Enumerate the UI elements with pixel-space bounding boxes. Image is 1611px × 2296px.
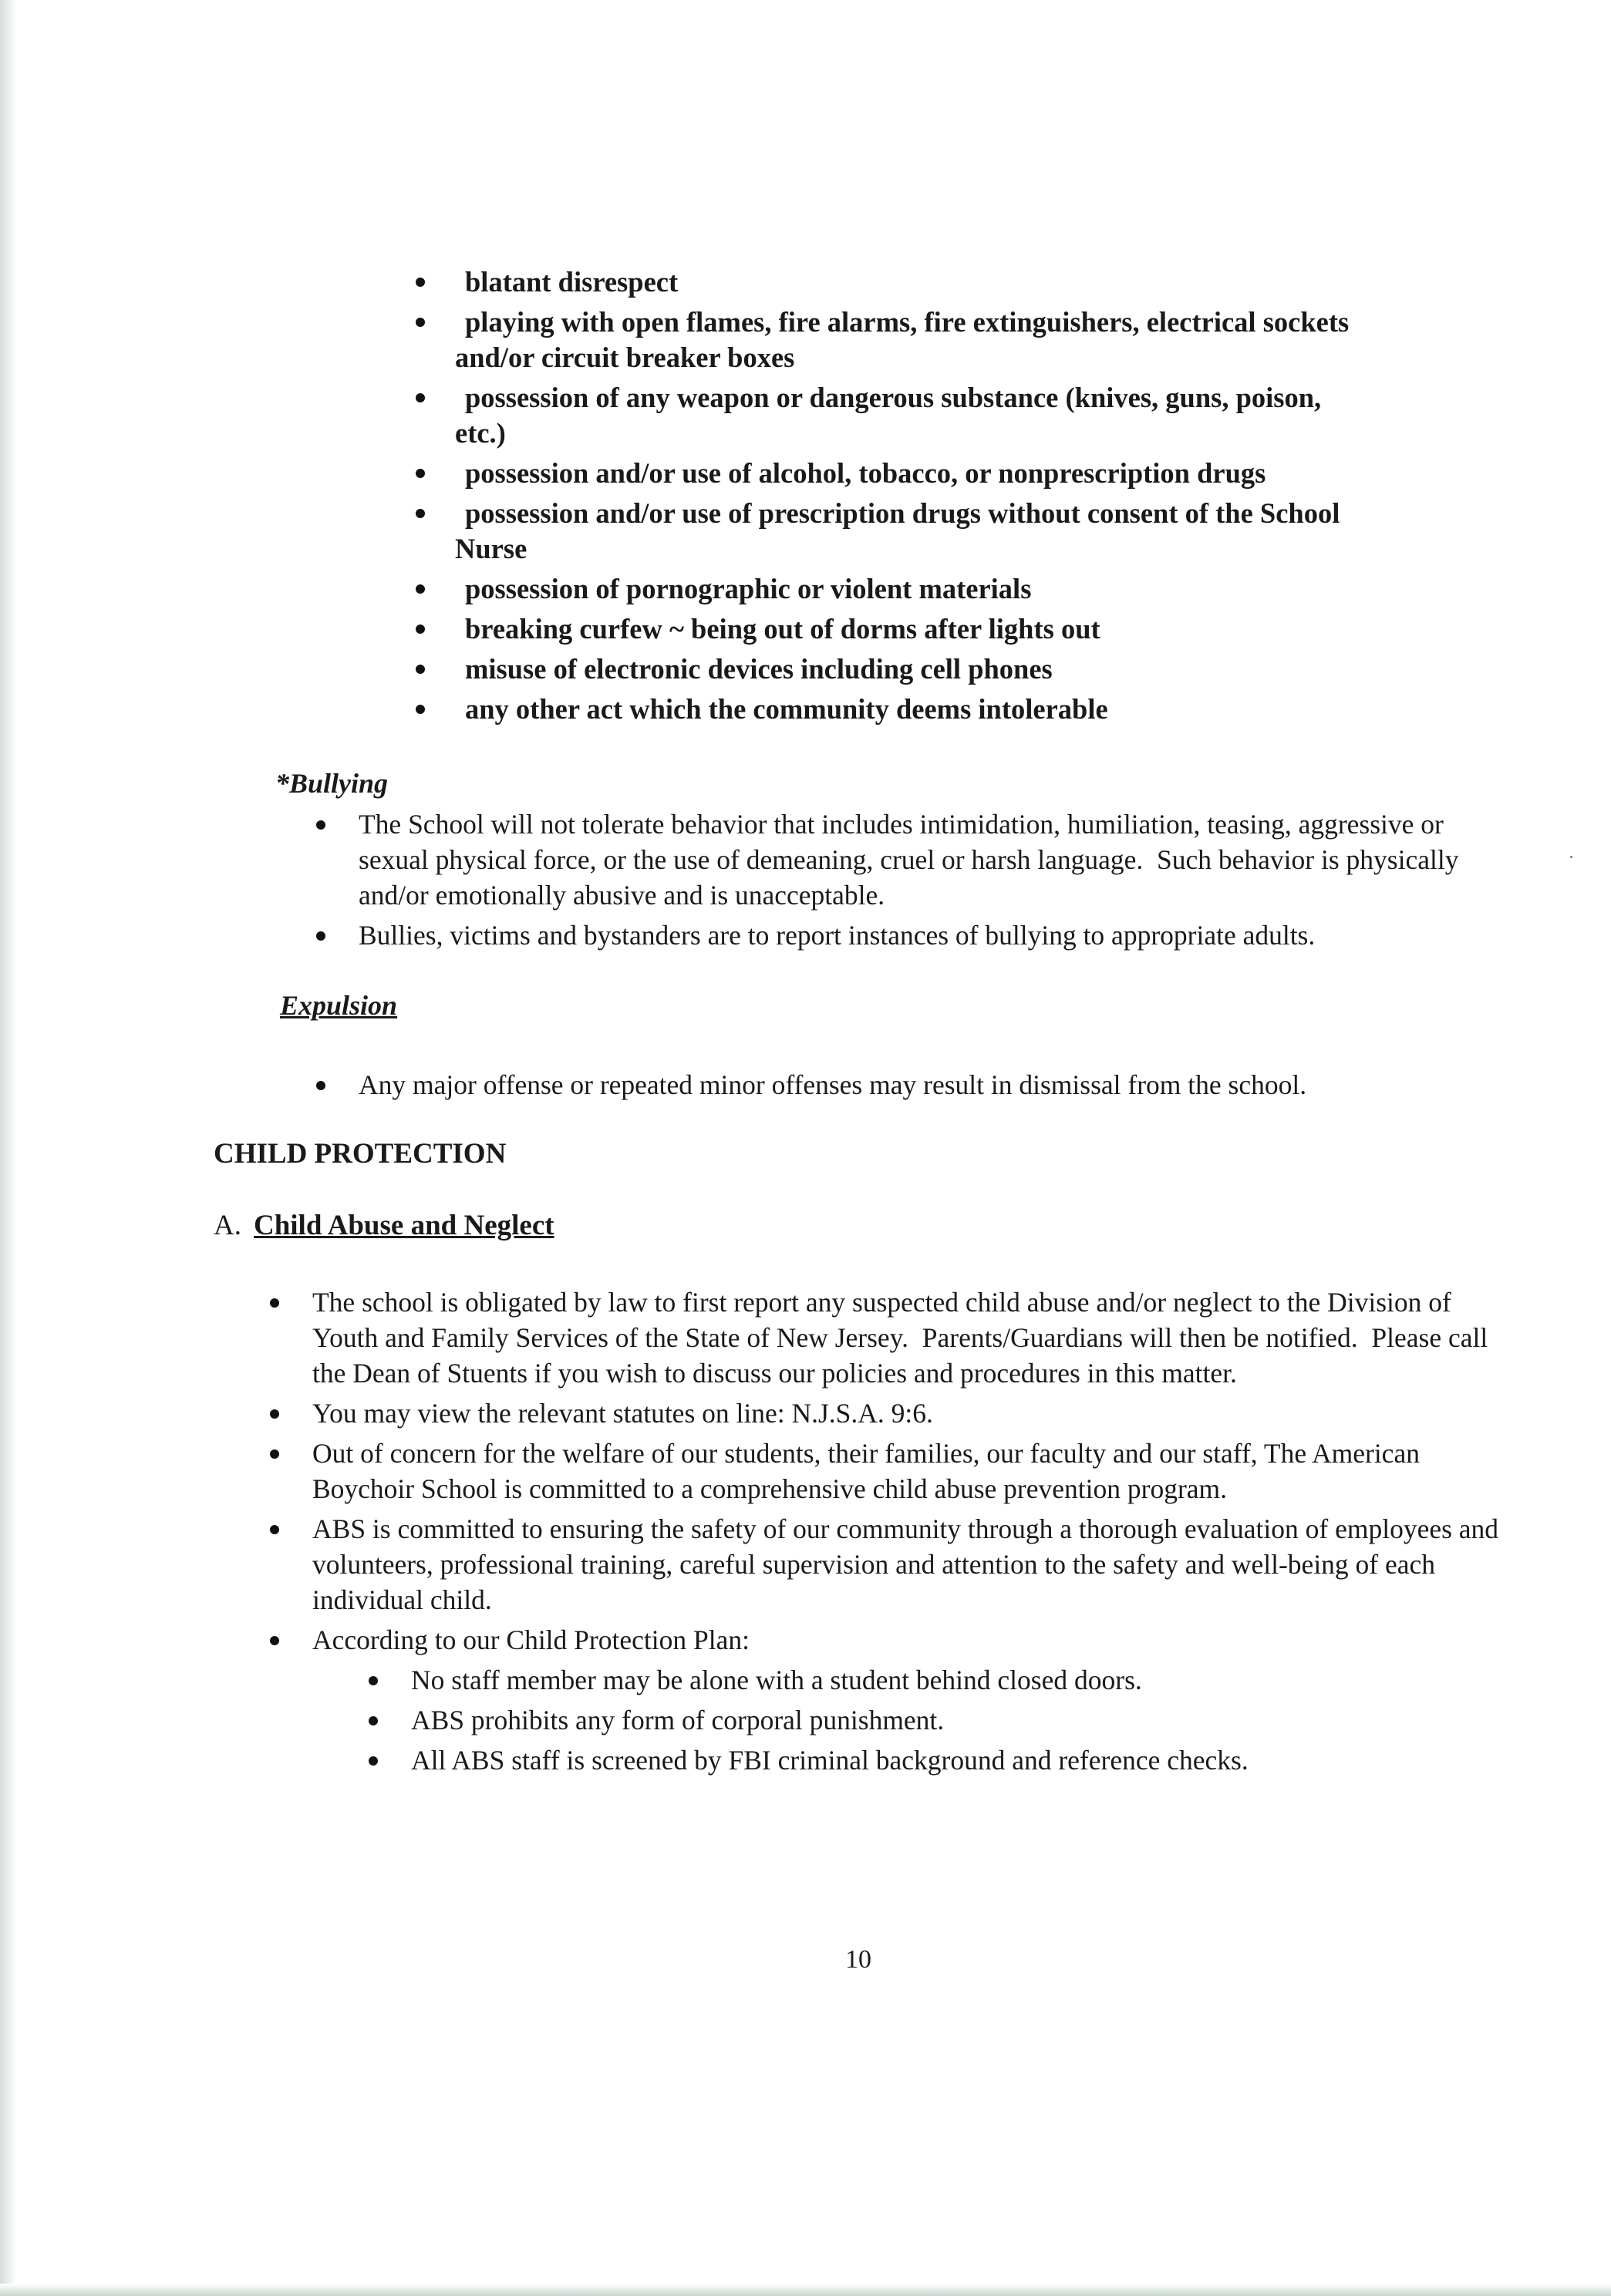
plan-list — [411, 1662, 1500, 1778]
list-item: All ABS staff is screened by FBI criminal background and reference checks. — [411, 1742, 1500, 1778]
list-item: ABS prohibits any form of corporal punishment. — [411, 1702, 1500, 1738]
expulsion-heading: Expulsion — [280, 990, 398, 1021]
list-item: blatant disrespect — [455, 264, 1458, 300]
list-item: The school is obligated by law to first report any suspected child abuse and/or neglect to the Division of Youth and Family Services of the State of New Jersey. Parents/Guardians will then be notified. Please call the Dean of Stuents if you wish to discuss our policies and procedures in this matter. — [312, 1284, 1500, 1391]
list-item: You may view the relevant statutes on line: N.J.S.A. 9:6. — [312, 1395, 1500, 1431]
list-item: No staff member may be alone with a student behind closed doors. — [411, 1662, 1500, 1698]
scan-speck — [1570, 856, 1572, 858]
subsection-letter: A. — [214, 1210, 241, 1241]
list-item: Bullies, victims and bystanders are to report instances of bullying to appropriate adults. — [359, 917, 1492, 953]
subsection-title — [214, 1209, 554, 1242]
expulsion-list — [359, 1067, 1492, 1107]
list-item: possession and/or use of prescription drugs without consent of the School Nurse — [455, 496, 1458, 567]
subsection-name: Child Abuse and Neglect — [253, 1210, 554, 1241]
child-protection-list — [312, 1284, 1500, 1783]
list-item: breaking curfew ~ being out of dorms after lights out — [455, 611, 1458, 647]
list-item: ABS is committed to ensuring the safety of our community through a thorough evaluation of employees and volunteers, professional training, careful supervision and attention to the safety and well-being of each individual child. — [312, 1511, 1500, 1618]
list-item: Out of concern for the welfare of our students, their families, our faculty and our staff, The American Boychoir School is committed to a comprehensive child abuse prevention program. — [312, 1436, 1500, 1507]
list-item: any other act which the community deems intolerable — [455, 692, 1458, 727]
section-title: CHILD PROTECTION — [214, 1138, 507, 1170]
scan-bottom-edge — [0, 2284, 1611, 2296]
page-number: 10 — [845, 1945, 871, 1974]
bullying-heading: *Bullying — [275, 768, 389, 799]
list-item: possession and/or use of alcohol, tobacco, or nonprescription drugs — [455, 456, 1458, 491]
list-item: Any major offense or repeated minor offenses may result in dismissal from the school. — [359, 1067, 1492, 1103]
plan-intro: According to our Child Protection Plan: — [312, 1624, 750, 1655]
bullying-list — [359, 806, 1492, 958]
offense-list — [455, 264, 1458, 732]
list-item: misuse of electronic devices including cell phones — [455, 651, 1458, 687]
list-item: playing with open flames, fire alarms, fire extinguishers, electrical sockets and/or circuit breaker boxes — [455, 305, 1458, 375]
list-item — [312, 1622, 1500, 1778]
list-item: possession of pornographic or violent materials — [455, 571, 1458, 607]
scan-left-edge — [0, 0, 17, 2296]
list-item: The School will not tolerate behavior that includes intimidation, humiliation, teasing, aggressive or sexual physical force, or the use of demeaning, cruel or harsh language. Such behavior is physically and/or emotionally abusive and is unacceptable. — [359, 806, 1492, 913]
list-item: possession of any weapon or dangerous substance (knives, guns, poison, etc.) — [455, 380, 1458, 451]
